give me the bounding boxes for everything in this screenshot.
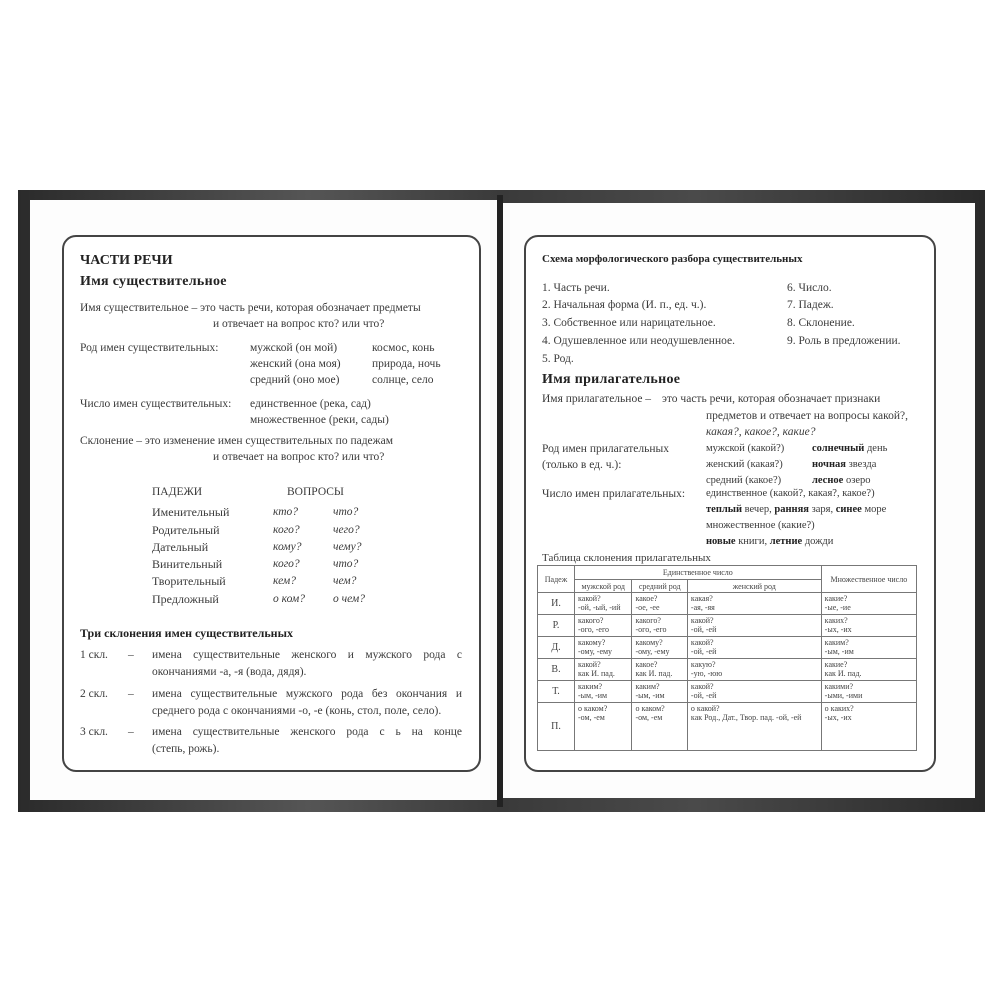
declension-text: окончаниями -а, -я (вода, дядя). — [152, 666, 307, 678]
question-who: кто? — [273, 506, 299, 518]
table-cell — [575, 615, 632, 637]
adj-gender-label: Род имен прилагательных — [542, 443, 669, 455]
cell-ending: -ых, -их — [824, 713, 852, 722]
cell-ending: как И. пад. — [824, 669, 862, 678]
table-case: В. — [538, 659, 575, 681]
cell-ending: -ое, -ее — [635, 603, 660, 612]
declension-text: имена существительные женского рода с ь на конце — [152, 726, 462, 738]
table-cell — [687, 703, 821, 751]
noun-gender-label: Род имен существительных: — [80, 342, 219, 354]
table-row — [538, 659, 917, 681]
gender-example: солнце, село — [372, 374, 434, 386]
example-adjective: ночная — [812, 459, 846, 470]
neuter-header: средний род — [632, 580, 687, 593]
cell-ending: -ая, -яя — [690, 603, 715, 612]
table-case: Д. — [538, 637, 575, 659]
adj-number-plural-examples: новые книги, летние дожди — [706, 536, 834, 547]
declension-number: 2 скл. — [80, 688, 108, 700]
case-header: Падеж — [538, 566, 575, 593]
three-declensions-heading: Три склонения имен существительных — [80, 626, 293, 640]
table-cell — [575, 681, 632, 703]
cell-question: какую? — [690, 660, 716, 669]
cell-ending: -ой, -ый, -ий — [578, 603, 621, 612]
cell-question: какие? — [824, 594, 848, 603]
adjective-definition: это часть речи, которая обозначает признаки — [662, 393, 881, 405]
table-row — [538, 615, 917, 637]
cell-ending: -ыми, -ими — [824, 691, 863, 700]
table-cell — [632, 681, 687, 703]
table-cell — [632, 659, 687, 681]
table-cell — [687, 593, 821, 615]
cell-question: какому? — [578, 638, 606, 647]
cell-question: о какой? — [690, 704, 720, 713]
cell-ending: -ому, -ему — [578, 647, 613, 656]
cell-question: какие? — [824, 660, 848, 669]
scheme-item: 6. Число. — [787, 282, 832, 294]
scheme-item: 8. Склонение. — [787, 317, 855, 329]
number-item: единственное (река, сад) — [250, 398, 371, 410]
declension-dash: – — [128, 649, 134, 661]
adjective-heading: Имя прилагательное — [542, 372, 681, 387]
table-row — [538, 637, 917, 659]
declension-dash: – — [128, 726, 134, 738]
adjective-definition-cont: предметов и отвечает на вопросы какой?, — [706, 410, 909, 422]
question-what: чем? — [333, 575, 357, 587]
questions-header: ВОПРОСЫ — [287, 486, 344, 498]
adj-gender-item: средний (какое?) — [706, 475, 782, 486]
gender-example: космос, конь — [372, 342, 435, 354]
question-who: кем? — [273, 575, 296, 587]
gender-item: средний (оно мое) — [250, 374, 340, 386]
cell-question: какому? — [635, 638, 663, 647]
number-item: множественное (реки, сады) — [250, 414, 389, 426]
table-case: П. — [538, 703, 575, 751]
question-who: кому? — [273, 541, 302, 553]
cell-ending: -ого, -его — [578, 625, 610, 634]
scheme-item: 7. Падеж. — [787, 299, 834, 311]
adj-gender-example — [812, 474, 871, 488]
example-noun: озеро — [845, 475, 871, 486]
question-who: кого? — [273, 558, 300, 570]
cell-ending: -ым, -им — [824, 647, 854, 656]
gender-item: мужской (он мой) — [250, 342, 338, 354]
adj-gender-example — [812, 442, 887, 456]
cases-header: ПАДЕЖИ — [152, 486, 203, 498]
question-who: о ком? — [273, 593, 305, 605]
adj-number-singular-examples: теплый вечер, ранняя заря, синее море — [706, 504, 887, 515]
scheme-item: 1. Часть речи. — [542, 282, 610, 294]
cell-question: каким? — [824, 638, 849, 647]
gender-example: природа, ночь — [372, 358, 441, 370]
table-cell — [632, 637, 687, 659]
declension-text: среднего рода с окончаниями -о, -е (конь, стол, поле, село). — [152, 705, 442, 717]
cell-ending: -ых, -их — [824, 625, 852, 634]
table-case: Р. — [538, 615, 575, 637]
adjective-def-label: Имя прилагательное – — [542, 393, 652, 405]
example-adjective: лесное — [812, 475, 844, 486]
declension-text: имена существительные мужского рода без окончания и — [152, 688, 462, 700]
cell-question: какая? — [690, 594, 713, 603]
table-cell — [821, 637, 916, 659]
declension-definition: Склонение – это изменение имен существительных по падежам — [80, 435, 393, 447]
cell-ending: -ой, -ей — [690, 691, 717, 700]
cell-question: какими? — [824, 682, 854, 691]
table-case: И. — [538, 593, 575, 615]
table-cell — [575, 659, 632, 681]
adj-gender-example — [812, 458, 876, 472]
adjective-definition-cont: какая?, какое?, какие? — [706, 426, 816, 438]
table-cell — [687, 681, 821, 703]
table-cell — [821, 703, 916, 751]
cell-ending: -ым, -им — [578, 691, 608, 700]
question-what: чего? — [333, 524, 360, 536]
example-noun: день — [866, 443, 888, 454]
case-name: Родительный — [152, 523, 220, 537]
cell-question: каким? — [578, 682, 603, 691]
case-name: Дательный — [152, 540, 209, 554]
noun-definition-cont: и отвечает на вопрос кто? или что? — [213, 318, 385, 330]
adjective-declension-table — [537, 565, 917, 751]
parts-of-speech-title: ЧАСТИ РЕЧИ — [80, 253, 173, 268]
cell-question: каких? — [824, 616, 848, 625]
question-who: кого? — [273, 524, 300, 536]
cell-ending: -ой, -ей — [690, 647, 717, 656]
cell-ending: как И. пад. — [578, 669, 615, 678]
table-case: Т. — [538, 681, 575, 703]
cell-ending: -ые, -ие — [824, 603, 851, 612]
singular-header: Единственное число — [575, 566, 822, 580]
cell-question: какой? — [578, 594, 601, 603]
question-what: чему? — [333, 541, 362, 553]
declension-text: имена существительные женского и мужского рода с — [152, 649, 462, 661]
table-cell — [632, 703, 687, 751]
cell-question: какой? — [690, 682, 714, 691]
scheme-item: 2. Начальная форма (И. п., ед. ч.). — [542, 299, 707, 311]
table-row — [538, 681, 917, 703]
cell-ending: -ой, -ей — [690, 625, 717, 634]
cell-question: о каких? — [824, 704, 854, 713]
cell-question: каким? — [635, 682, 660, 691]
table-cell — [575, 703, 632, 751]
table-cell — [821, 681, 916, 703]
declension-definition-cont: и отвечает на вопрос кто? или что? — [213, 451, 385, 463]
table-row — [538, 593, 917, 615]
case-name: Именительный — [152, 505, 230, 519]
adj-gender-item: женский (какая?) — [706, 459, 783, 470]
table-row — [538, 703, 917, 751]
declension-number: 3 скл. — [80, 726, 108, 738]
table-cell — [821, 615, 916, 637]
example-noun: звезда — [848, 459, 877, 470]
masculine-header: мужской род — [575, 580, 632, 593]
noun-number-label: Число имен существительных: — [80, 398, 232, 410]
notebook-spine — [497, 195, 503, 807]
cell-question: какое? — [635, 594, 658, 603]
adj-number-singular: единственное (какой?, какая?, какое?) — [706, 488, 875, 499]
cell-question: какой? — [690, 616, 714, 625]
table-cell — [632, 615, 687, 637]
scheme-item: 5. Род. — [542, 353, 574, 365]
cell-ending: -ого, -его — [635, 625, 667, 634]
question-what: что? — [333, 506, 359, 518]
cell-ending: -ом, -ем — [578, 713, 605, 722]
cell-ending: -ом, -ем — [635, 713, 663, 722]
feminine-header: женский род — [687, 580, 821, 593]
cell-ending: -ую, -юю — [690, 669, 723, 678]
scheme-item: 9. Роль в предложении. — [787, 335, 901, 347]
adj-number-label: Число имен прилагательных: — [542, 488, 686, 500]
table-cell — [575, 637, 632, 659]
case-name: Творительный — [152, 574, 226, 588]
cell-ending: -ому, -ему — [635, 647, 670, 656]
cell-question: какого? — [578, 616, 604, 625]
case-name: Предложный — [152, 592, 219, 606]
gender-item: женский (она моя) — [250, 358, 341, 370]
plural-header: Множественное число — [821, 566, 916, 593]
cell-question: какой? — [690, 638, 714, 647]
cell-question: о каком? — [635, 704, 665, 713]
table-cell — [687, 659, 821, 681]
question-what: что? — [333, 558, 359, 570]
cell-ending: -ым, -им — [635, 691, 665, 700]
table-cell — [575, 593, 632, 615]
cell-question: какого? — [635, 616, 661, 625]
adj-gender-label-note: (только в ед. ч.): — [542, 459, 622, 471]
table-title: Таблица склонения прилагательных — [542, 552, 711, 564]
cell-question: какой? — [578, 660, 601, 669]
table-cell — [821, 593, 916, 615]
cell-ending: как И. пад. — [635, 669, 673, 678]
scheme-heading: Схема морфологического разбора существительных — [542, 253, 803, 265]
adj-number-plural: множественное (какие?) — [706, 520, 815, 531]
table-cell — [632, 593, 687, 615]
cell-question: какое? — [635, 660, 658, 669]
cell-question: о каком? — [578, 704, 608, 713]
declension-number: 1 скл. — [80, 649, 108, 661]
noun-definition: Имя существительное – это часть речи, которая обозначает предметы — [80, 302, 421, 314]
cell-ending: как Род., Дат., Твор. пад. -ой, -ей — [690, 713, 802, 722]
case-name: Винительный — [152, 557, 223, 571]
example-adjective: солнечный — [812, 443, 865, 454]
question-what: о чем? — [333, 593, 366, 605]
scheme-item: 3. Собственное или нарицательное. — [542, 317, 716, 329]
table-cell — [687, 615, 821, 637]
table-cell — [821, 659, 916, 681]
declension-dash: – — [128, 688, 134, 700]
adj-gender-item: мужской (какой?) — [706, 443, 785, 454]
scheme-item: 4. Одушевленное или неодушевленное. — [542, 335, 735, 347]
table-cell — [687, 637, 821, 659]
noun-heading: Имя существительное — [80, 274, 227, 289]
declension-text: (степь, рожь). — [152, 743, 220, 755]
